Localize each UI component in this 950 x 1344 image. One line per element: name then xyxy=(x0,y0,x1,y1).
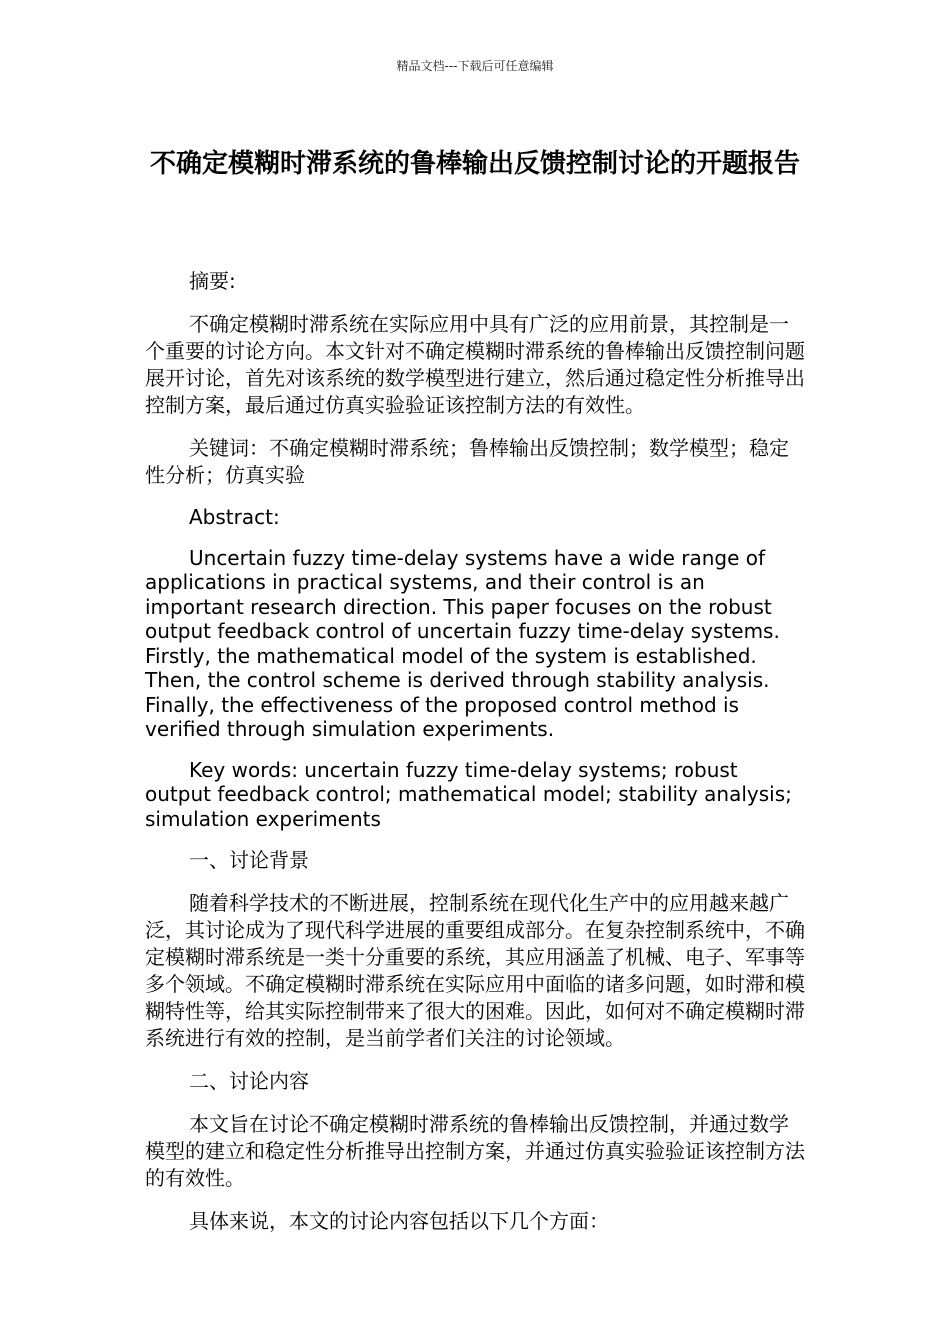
content-paragraph: 本文旨在讨论不确定模糊时滞系统的鲁棒输出反馈控制，并通过数学模型的建立和稳定性分析推导出控制方案，并通过仿真实验验证该控制方法的有效性。 xyxy=(145,1112,805,1190)
abstract-en-label: Abstract: xyxy=(189,505,280,529)
section-heading-background: 一、讨论背景 xyxy=(189,848,309,872)
abstract-cn-label: 摘要: xyxy=(189,269,236,293)
keywords-en-paragraph: Key words: uncertain fuzzy time-delay systems; robust output feedback control; mathematical model; stability analysis; simulation experiments xyxy=(145,757,792,831)
keywords-cn-paragraph: 关键词：不确定模糊时滞系统；鲁棒输出反馈控制；数学模型；稳定性分析；仿真实验 xyxy=(145,436,789,487)
section-heading-content: 二、讨论内容 xyxy=(189,1069,309,1093)
document-body xyxy=(145,268,805,1251)
content-intro-paragraph: 具体来说，本文的讨论内容包括以下几个方面： xyxy=(189,1209,609,1233)
background-paragraph: 随着科学技术的不断进展，控制系统在现代化生产中的应用越来越广泛，其讨论成为了现代科学进展的重要组成部分。在复杂控制系统中，不确定模糊时滞系统是一类十分重要的系统，其应用涵盖了机械、电子、军事等多个领域。不确定模糊时滞系统在实际应用中面临的诸多问题，如时滞和模糊特性等，给其实际控制带来了很大的困难。因此，如何对不确定模糊时滞系统进行有效的控制，是当前学者们关注的讨论领域。 xyxy=(145,891,805,1050)
abstract-cn-paragraph: 不确定模糊时滞系统在实际应用中具有广泛的应用前景，其控制是一个重要的讨论方向。本文针对不确定模糊时滞系统的鲁棒输出反馈控制问题展开讨论，首先对该系统的数学模型进行建立，然后通过稳定性分析推导出控制方案，最后通过仿真实验验证该控制方法的有效性。 xyxy=(145,312,805,417)
abstract-en-paragraph: Uncertain fuzzy time-delay systems have a wide range of applications in practical systems, and their control is an important research direction. This paper focuses on the robust output feedback control of uncertain fuzzy time-delay systems. Firstly, the mathematical model of the system is established. Then, the control scheme is derived through stability analysis. Finally, the effectiveness of the proposed control method is verified through simulation experiments. xyxy=(145,545,780,741)
header-note: 精品文档---下载后可任意编辑 xyxy=(396,59,554,73)
document-title: 不确定模糊时滞系统的鲁棒输出反馈控制讨论的开题报告 xyxy=(149,149,800,179)
